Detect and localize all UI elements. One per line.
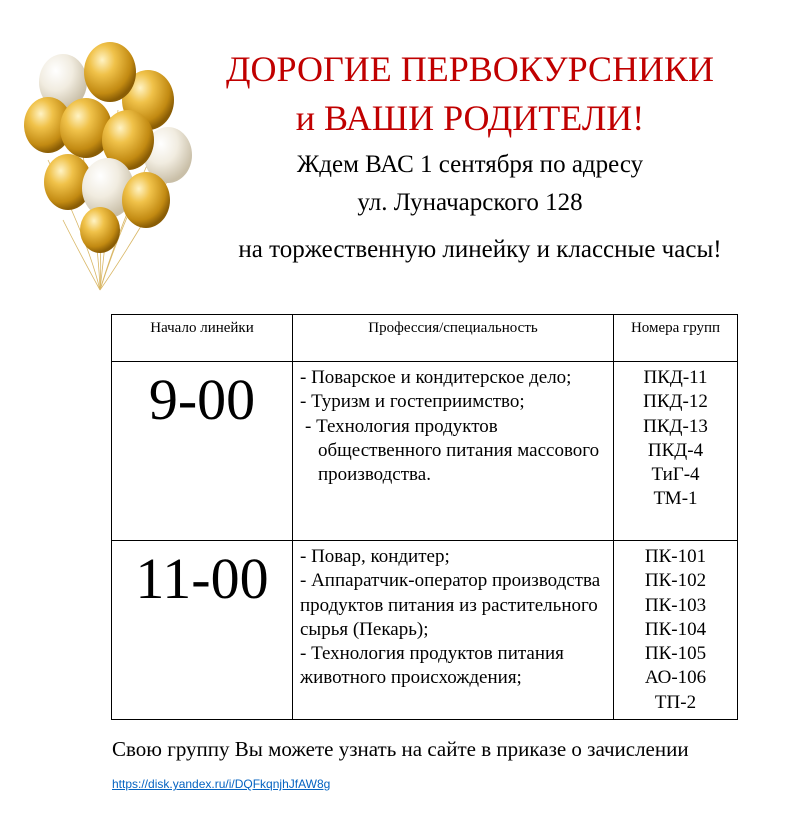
group-list <box>614 362 738 541</box>
profession-item: - Повар, кондитер; <box>300 546 450 567</box>
header-profession: Профессия/специальность <box>293 315 614 362</box>
group-number: ПК-104 <box>644 618 707 640</box>
group-number: ПКД-12 <box>643 391 708 413</box>
profession-item: - Технология продуктов питания животного происхождения; <box>300 643 564 689</box>
table-header-row <box>112 315 738 362</box>
group-number: ПК-101 <box>644 546 707 567</box>
profession-list <box>293 541 614 720</box>
profession-list <box>293 362 614 541</box>
table-row <box>112 541 738 720</box>
table-row <box>112 362 738 541</box>
title-line-1: ДОРОГИЕ ПЕРВОКУРСНИКИ <box>225 49 715 89</box>
order-link[interactable]: https://disk.yandex.ru/i/DQFkqnjhJfAW8g <box>112 777 331 791</box>
group-list <box>614 541 738 720</box>
header-start-time: Начало линейки <box>112 315 293 362</box>
invite-date: Ждем ВАС 1 сентября по адресу <box>296 151 644 178</box>
group-number: ПКД-4 <box>647 439 704 461</box>
invite-address: ул. Луначарского 128 <box>357 189 583 216</box>
schedule-table <box>111 314 738 720</box>
profession-item: - Аппаратчик-оператор производства продуктов питания из растительного сырья (Пекарь); <box>300 570 601 640</box>
group-number: ПКД-11 <box>643 367 708 388</box>
profession-item: - Технология продуктов общественного питания массового производства. <box>305 415 600 486</box>
group-number: ПК-103 <box>644 594 707 616</box>
footer-text: Свою группу Вы можете узнать на сайте в приказе о зачислении <box>112 737 689 761</box>
group-number: АО-106 <box>644 667 707 689</box>
footer-note <box>112 733 712 800</box>
invite-purpose: на торжественную линейку и классные часы! <box>238 236 722 263</box>
header-groups: Номера групп <box>614 315 738 362</box>
group-number: ТМ-1 <box>653 488 698 510</box>
group-number: ПК-105 <box>644 643 707 665</box>
balloons-illustration <box>8 40 208 300</box>
start-time: 9-00 <box>112 362 293 541</box>
group-number: ТП-2 <box>654 691 697 713</box>
start-time: 11-00 <box>112 541 293 720</box>
group-number: ТиГ-4 <box>651 464 700 486</box>
profession-item: - Туризм и гостеприимство; <box>300 391 525 413</box>
group-number: ПКД-13 <box>643 415 708 437</box>
profession-item: - Поварское и кондитерское дело; <box>300 367 572 388</box>
title-line-2: и ВАШИ РОДИТЕЛИ! <box>295 98 645 138</box>
group-number: ПК-102 <box>644 570 707 592</box>
